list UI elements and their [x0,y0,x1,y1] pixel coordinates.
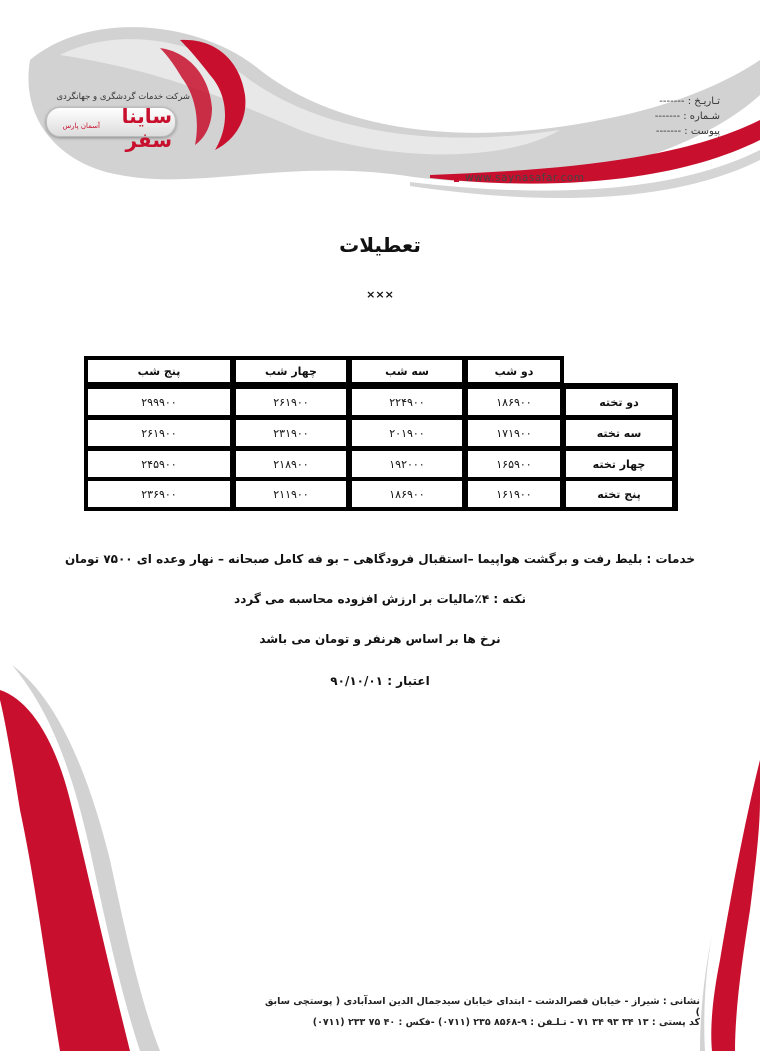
column-header: سه شب [352,360,462,382]
price-cell: ۱۶۵۹۰۰ [468,451,560,477]
page-subtitle: ××× [366,288,394,301]
footer-address: نشانی : شیراز - خیابان قصرالدشت - ابتدای خیابان سیدجمال الدین اسدآبادی ( پوستچی سابق ) [264,996,700,1018]
price-cell: ۱۸۶۹۰۰ [352,481,462,507]
attachment-field: پیوست : ------- [655,126,720,137]
footer-contact: کد پستی : ۱۳ ۳۴ ۹۳ ۳۴ ۷۱ - تـلـفن : ۹-۸۵۶۸ ۲۳۵ (۰۷۱۱) -فکس : ۴۰ ۷۵ ۲۳۳ (۰۷۱۱) [312,1017,700,1028]
services-note: خدمات : بلیط رفت و برگشت هواپیما –استقبال فرودگاهی – بو فه کامل صبحانه – نهار وعده ای ۷۵۰۰ تومان [64,552,696,566]
price-cell: ۲۳۱۹۰۰ [236,420,346,446]
company-line: شرکت خدمات گردشگری و جهانگردی [56,92,190,102]
column-header: پنج شب [88,360,230,382]
price-cell: ۲۶۱۹۰۰ [236,389,346,415]
price-table-header [84,356,564,386]
price-cell: ۲۱۸۹۰۰ [236,451,346,477]
right-gray-swoosh [700,935,712,1051]
column-header: دو شب [468,360,560,382]
price-cell: ۱۸۶۹۰۰ [468,389,560,415]
validity-note: اعتبار : ۹۰/۱۰/۰۱ [330,674,430,688]
website-link[interactable]: www.saynasafar.com [465,172,585,184]
price-cell: ۲۹۹۹۰۰ [88,389,230,415]
price-cell: ۲۰۱۹۰۰ [352,420,462,446]
row-label: دو تخته [566,389,672,415]
price-cell: ۱۹۲۰۰۰ [352,451,462,477]
number-field: شـماره : ------- [654,111,720,122]
price-cell: ۲۳۶۹۰۰ [88,481,230,507]
pricing-basis-note: نرخ ها بر اساس هرنفر و تومان می باشد [259,632,501,646]
brand-name: ساینا سفر [121,104,172,152]
vat-note: نکته : ۴٪مالیات بر ارزش افزوده محاسبه می گردد [234,592,526,606]
website-bullet [454,177,459,182]
letter-meta [610,94,720,139]
price-cell: ۱۶۱۹۰۰ [468,481,560,507]
page-title: تعطیلات [339,233,421,257]
price-cell: ۲۴۵۹۰۰ [88,451,230,477]
row-label: پنج تخته [566,481,672,507]
date-field: تـاریـخ : ------- [659,96,720,107]
price-cell: ۲۱۱۹۰۰ [236,481,346,507]
price-cell: ۱۷۱۹۰۰ [468,420,560,446]
price-cell: ۲۶۱۹۰۰ [88,420,230,446]
right-red-swoosh [711,760,760,1051]
price-table [84,383,678,511]
row-label: سه تخته [566,420,672,446]
column-header: چهار شب [236,360,346,382]
row-label: چهار تخته [566,451,672,477]
brand-subtitle: آسمان پارس [62,122,100,130]
price-cell: ۲۲۴۹۰۰ [352,389,462,415]
